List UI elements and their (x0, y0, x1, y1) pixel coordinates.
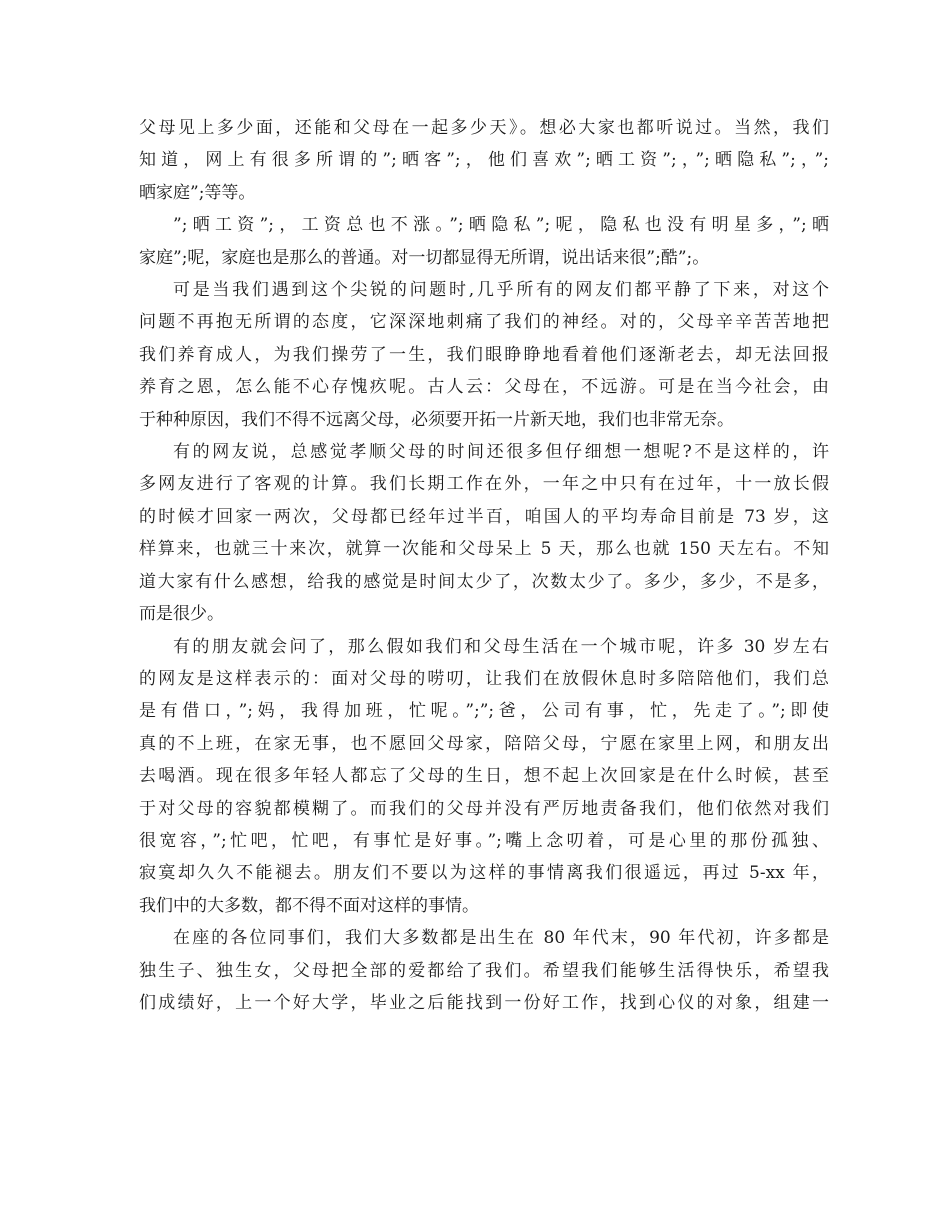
text-line: 知道，网上有很多所谓的”;晒客”;，他们喜欢”;晒工资”;，”;晒隐私”;，”; (139, 150, 829, 171)
text-line: 独生子、独生女，父母把全部的爱都给了我们。希望我们能够生活得快乐，希望我 (139, 960, 829, 981)
text-line: 多网友进行了客观的计算。我们长期工作在外，一年之中只有在过年，十一放长假 (139, 474, 829, 495)
text-line: 在座的各位同事们，我们大多数都是出生在 80 年代末，90 年代初，许多都是 (173, 928, 829, 949)
text-line: ”;晒工资”;，工资总也不涨。”;晒隐私”;呢，隐私也没有明星多，”;晒 (173, 215, 829, 236)
text-line: 有的朋友就会问了，那么假如我们和父母生活在一个城市呢，许多 30 岁左右 (173, 636, 829, 657)
text-line: 于种种原因，我们不得不远离父母，必须要开拓一片新天地，我们也非常无奈。 (139, 409, 734, 430)
text-line: 我们中的大多数，都不得不面对这样的事情。 (139, 895, 479, 916)
text-line: 是有借口，”;妈，我得加班，忙呢。”;”;爸，公司有事，忙，先走了。”;即使 (139, 701, 829, 722)
text-line: 的网友是这样表示的：面对父母的唠叨，让我们在放假休息时多陪陪他们，我们总 (139, 668, 829, 689)
text-line: 真的不上班，在家无事，也不愿回父母家，陪陪父母，宁愿在家里上网，和朋友出 (139, 733, 829, 754)
text-line: 的时候才回家一两次，父母都已经年过半百，咱国人的平均寿命目前是 73 岁，这 (139, 506, 829, 527)
text-line: 养育之恩，怎么能不心存愧疚呢。古人云：父母在，不远游。可是在当今社会，由 (139, 377, 829, 398)
paragraph-5 (139, 631, 829, 923)
paragraph-1 (139, 112, 829, 209)
paragraph-3 (139, 274, 829, 436)
text-line: 们成绩好，上一个好大学，毕业之后能找到一份好工作，找到心仪的对象，组建一 (139, 992, 829, 1013)
text-line: 样算来，也就三十来次，就算一次能和父母呆上 5 天，那么也就 150 天左右。不知 (139, 539, 829, 560)
paragraph-4 (139, 436, 829, 630)
text-line: 家庭”;呢，家庭也是那么的普通。对一切都显得无所谓，说出话来很”;酷”;。 (139, 247, 710, 268)
text-line: 道大家有什么感想，给我的感觉是时间太少了，次数太少了。多少，多少，不是多， (139, 571, 829, 592)
text-line: 父母见上多少面，还能和父母在一起多少天》。想必大家也都听说过。当然，我们 (139, 118, 829, 138)
text-line: 而是很少。 (139, 604, 224, 625)
text-line: 有的网友说，总感觉孝顺父母的时间还很多但仔细想一想呢?不是这样的，许 (173, 442, 829, 463)
paragraph-6 (139, 922, 829, 1019)
text-line: 于对父母的容貌都模糊了。而我们的父母并没有严厉地责备我们，他们依然对我们 (139, 798, 829, 819)
text-line: 问题不再抱无所谓的态度，它深深地刺痛了我们的神经。对的，父母辛辛苦苦地把 (139, 312, 829, 333)
text-line: 晒家庭”;等等。 (139, 182, 256, 203)
text-line: 寂寞却久久不能褪去。朋友们不要以为这样的事情离我们很遥远，再过 5-xx 年， (139, 863, 829, 884)
text-line: 可是当我们遇到这个尖锐的问题时,几乎所有的网友们都平静了下来，对这个 (173, 280, 829, 301)
text-line: 很宽容，”;忙吧，忙吧，有事忙是好事。”;嘴上念叨着，可是心里的那份孤独、 (139, 830, 829, 851)
document-body (139, 112, 829, 1019)
text-line: 我们养育成人，为我们操劳了一生，我们眼睁睁地看着他们逐渐老去，却无法回报 (139, 344, 829, 365)
text-line: 去喝酒。现在很多年轻人都忘了父母的生日，想不起上次回家是在什么时候，甚至 (139, 766, 829, 787)
paragraph-2 (139, 209, 829, 274)
